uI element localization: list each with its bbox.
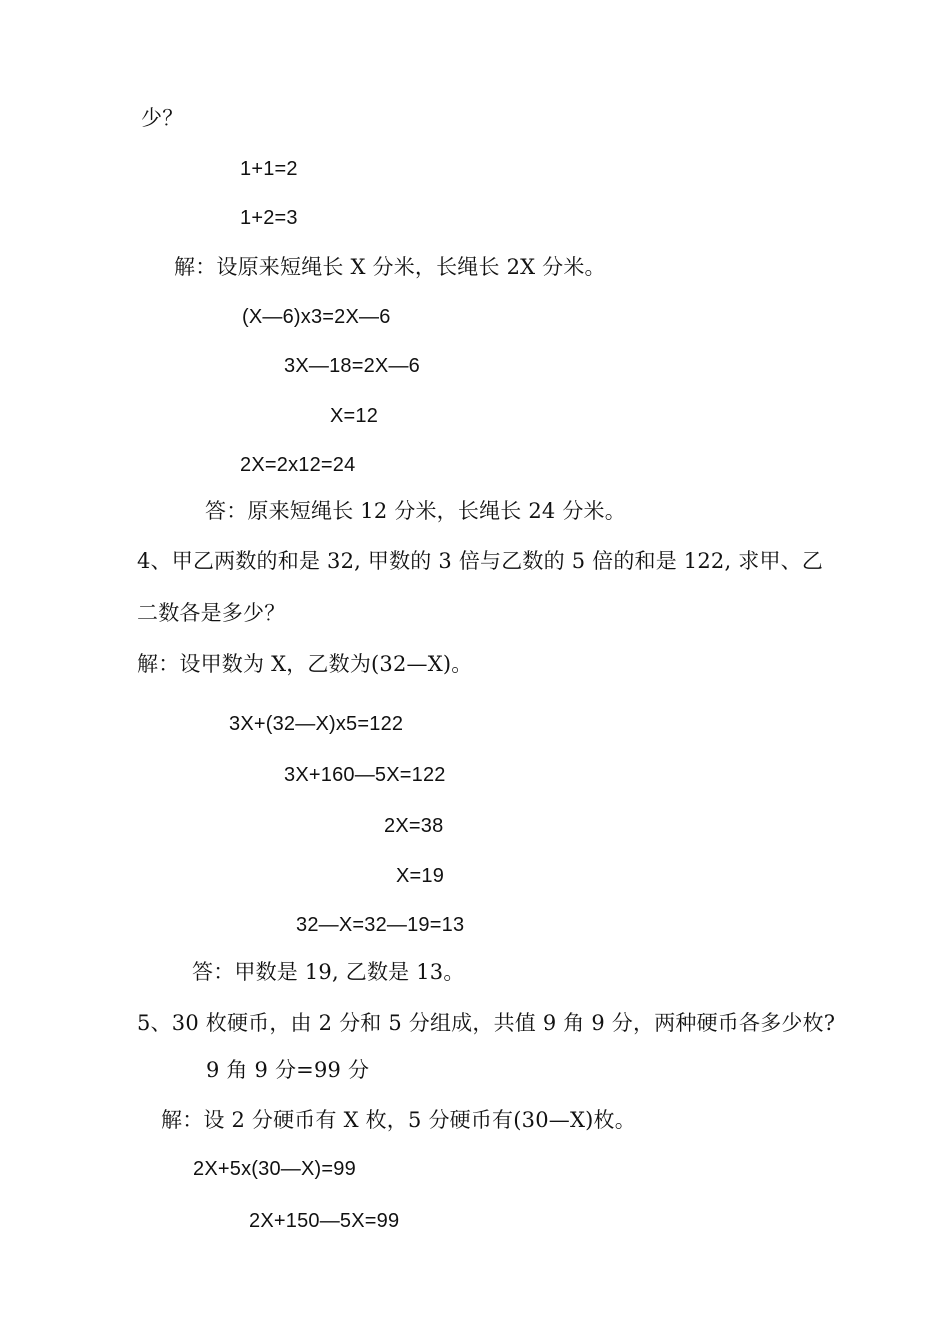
solution-line: 解：设甲数为 X，乙数为(32—X)。 xyxy=(137,652,473,676)
text-line: 少？ xyxy=(141,106,184,130)
question-line: 5、30 枚硬币，由 2 分和 5 分组成，共值 9 角 9 分，两种硬币各多少枚? xyxy=(137,1011,836,1035)
equation-line: 1+2=3 xyxy=(240,207,298,229)
equation-line: X=19 xyxy=(396,865,445,887)
equation-line: 2X=38 xyxy=(384,815,444,837)
equation-line: (X—6)x3=2X—6 xyxy=(242,306,391,328)
conversion-line: 9 角 9 分=99 分 xyxy=(206,1058,370,1082)
question-line: 4、甲乙两数的和是 32, 甲数的 3 倍与乙数的 5 倍的和是 122, 求甲、乙 xyxy=(137,549,824,573)
equation-line: 32—X=32—19=13 xyxy=(296,914,465,936)
equation-line: 3X+(32—X)x5=122 xyxy=(229,713,404,735)
answer-line: 答：原来短绳长 12 分米，长绳长 24 分米。 xyxy=(205,499,626,523)
equation-line: 3X—18=2X—6 xyxy=(284,355,420,377)
question-line: 二数各是多少？ xyxy=(137,601,286,625)
equation-line: 3X+160—5X=122 xyxy=(284,764,446,786)
answer-line: 答：甲数是 19, 乙数是 13。 xyxy=(192,960,465,984)
equation-line: 2X+5x(30—X)=99 xyxy=(193,1158,356,1180)
solution-line: 解：设 2 分硬币有 X 枚，5 分硬币有(30—X)枚。 xyxy=(161,1108,636,1132)
solution-line: 解：设原来短绳长 X 分米，长绳长 2X 分米。 xyxy=(174,255,606,279)
equation-line: X=12 xyxy=(330,405,379,427)
equation-line: 2X=2x12=24 xyxy=(240,454,356,476)
equation-line: 1+1=2 xyxy=(240,158,298,180)
equation-line: 2X+150—5X=99 xyxy=(249,1210,400,1232)
